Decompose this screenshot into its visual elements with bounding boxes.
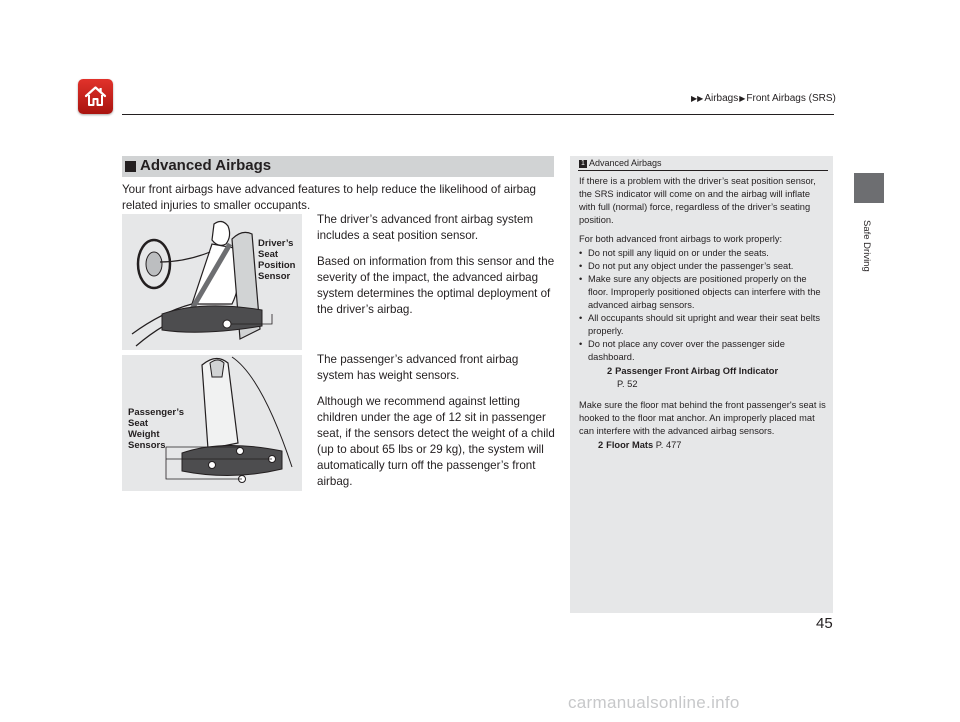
passenger-paragraph: The passenger’s advanced front airbag system has weight sensors. bbox=[317, 353, 519, 382]
note-divider bbox=[578, 170, 828, 171]
heading-square-icon bbox=[125, 161, 136, 172]
passenger-paragraph: Although we recommend against letting children under the age of 12 sit in passenger seat, if the sensors detect the weight of a child (up to about 65 lbs or 29 kg), the system will automatically turn off the passenger’s front airbag. bbox=[317, 395, 555, 488]
passenger-text bbox=[317, 352, 557, 500]
home-button[interactable] bbox=[78, 79, 113, 114]
list-item: • Do not spill any liquid on or under the seats. bbox=[579, 247, 827, 260]
passenger-seat-illustration bbox=[122, 355, 302, 491]
chapter-tab[interactable] bbox=[854, 173, 884, 203]
xref-arrow-icon: 2 bbox=[607, 366, 613, 376]
intro-paragraph: Your front airbags have advanced features to help reduce the likelihood of airbag related injuries to smaller occupants. bbox=[122, 183, 537, 212]
note-bullet-list bbox=[579, 247, 827, 364]
breadcrumb bbox=[690, 93, 836, 104]
xref-floor-mats[interactable]: 2 Floor Mats P. 477 bbox=[598, 440, 682, 450]
watermark: carmanualsonline.info bbox=[568, 693, 740, 712]
home-icon bbox=[83, 84, 108, 109]
side-note bbox=[570, 156, 833, 613]
breadcrumb-item-front-airbags[interactable]: Front Airbags (SRS) bbox=[746, 93, 836, 104]
list-item: • Make sure any objects are positioned properly on the floor. Improperly positioned objects can interfere with the advanced airbag sensors. bbox=[579, 273, 827, 312]
note-icon: 1 bbox=[579, 160, 587, 168]
driver-seat-drawing bbox=[122, 214, 302, 350]
chapter-label: Safe Driving bbox=[861, 220, 872, 272]
list-item: • Do not place any cover over the passenger side dashboard. bbox=[579, 338, 827, 364]
note-body bbox=[579, 175, 827, 452]
breadcrumb-item-airbags[interactable]: Airbags bbox=[704, 93, 739, 104]
breadcrumb-arrow-icon: ▶▶ bbox=[691, 94, 704, 103]
note-paragraph: Make sure the floor mat behind the front passenger's seat is hooked to the floor mat anchor. An improperly placed mat can interfere with the advanced airbag sensors. bbox=[579, 400, 826, 436]
header-divider bbox=[122, 114, 834, 115]
driver-paragraph: Based on information from this sensor and the severity of the impact, the advanced airbag system determines the optimal deployment of the driver’s airbag. bbox=[317, 255, 555, 316]
xref-arrow-icon: 2 bbox=[598, 440, 604, 450]
driver-seat-illustration bbox=[122, 214, 302, 350]
note-paragraph: For both advanced front airbags to work properly: bbox=[579, 234, 783, 244]
xref-passenger-airbag-indicator[interactable]: 2 Passenger Front Airbag Off Indicator P. 52 bbox=[607, 366, 779, 389]
section-title: Advanced Airbags bbox=[140, 157, 272, 174]
driver-text bbox=[317, 212, 557, 328]
page-number: 45 bbox=[816, 615, 833, 632]
passenger-sensor-label: Passenger’s Seat Weight Sensors bbox=[128, 407, 184, 451]
note-title: 1 Advanced Airbags bbox=[579, 158, 662, 168]
list-item: • All occupants should sit upright and wear their seat belts properly. bbox=[579, 312, 827, 338]
note-paragraph: If there is a problem with the driver’s seat position sensor, the SRS indicator will come on and the airbag will inflate with full (normal) force, regardless of the driver’s seating position. bbox=[579, 176, 816, 225]
list-item: • Do not put any object under the passenger’s seat. bbox=[579, 260, 827, 273]
section-heading bbox=[122, 156, 554, 177]
breadcrumb-arrow-icon: ▶ bbox=[739, 94, 746, 103]
driver-sensor-label: Driver’s Seat Position Sensor bbox=[258, 238, 296, 282]
driver-paragraph: The driver’s advanced front airbag system includes a seat position sensor. bbox=[317, 213, 534, 242]
